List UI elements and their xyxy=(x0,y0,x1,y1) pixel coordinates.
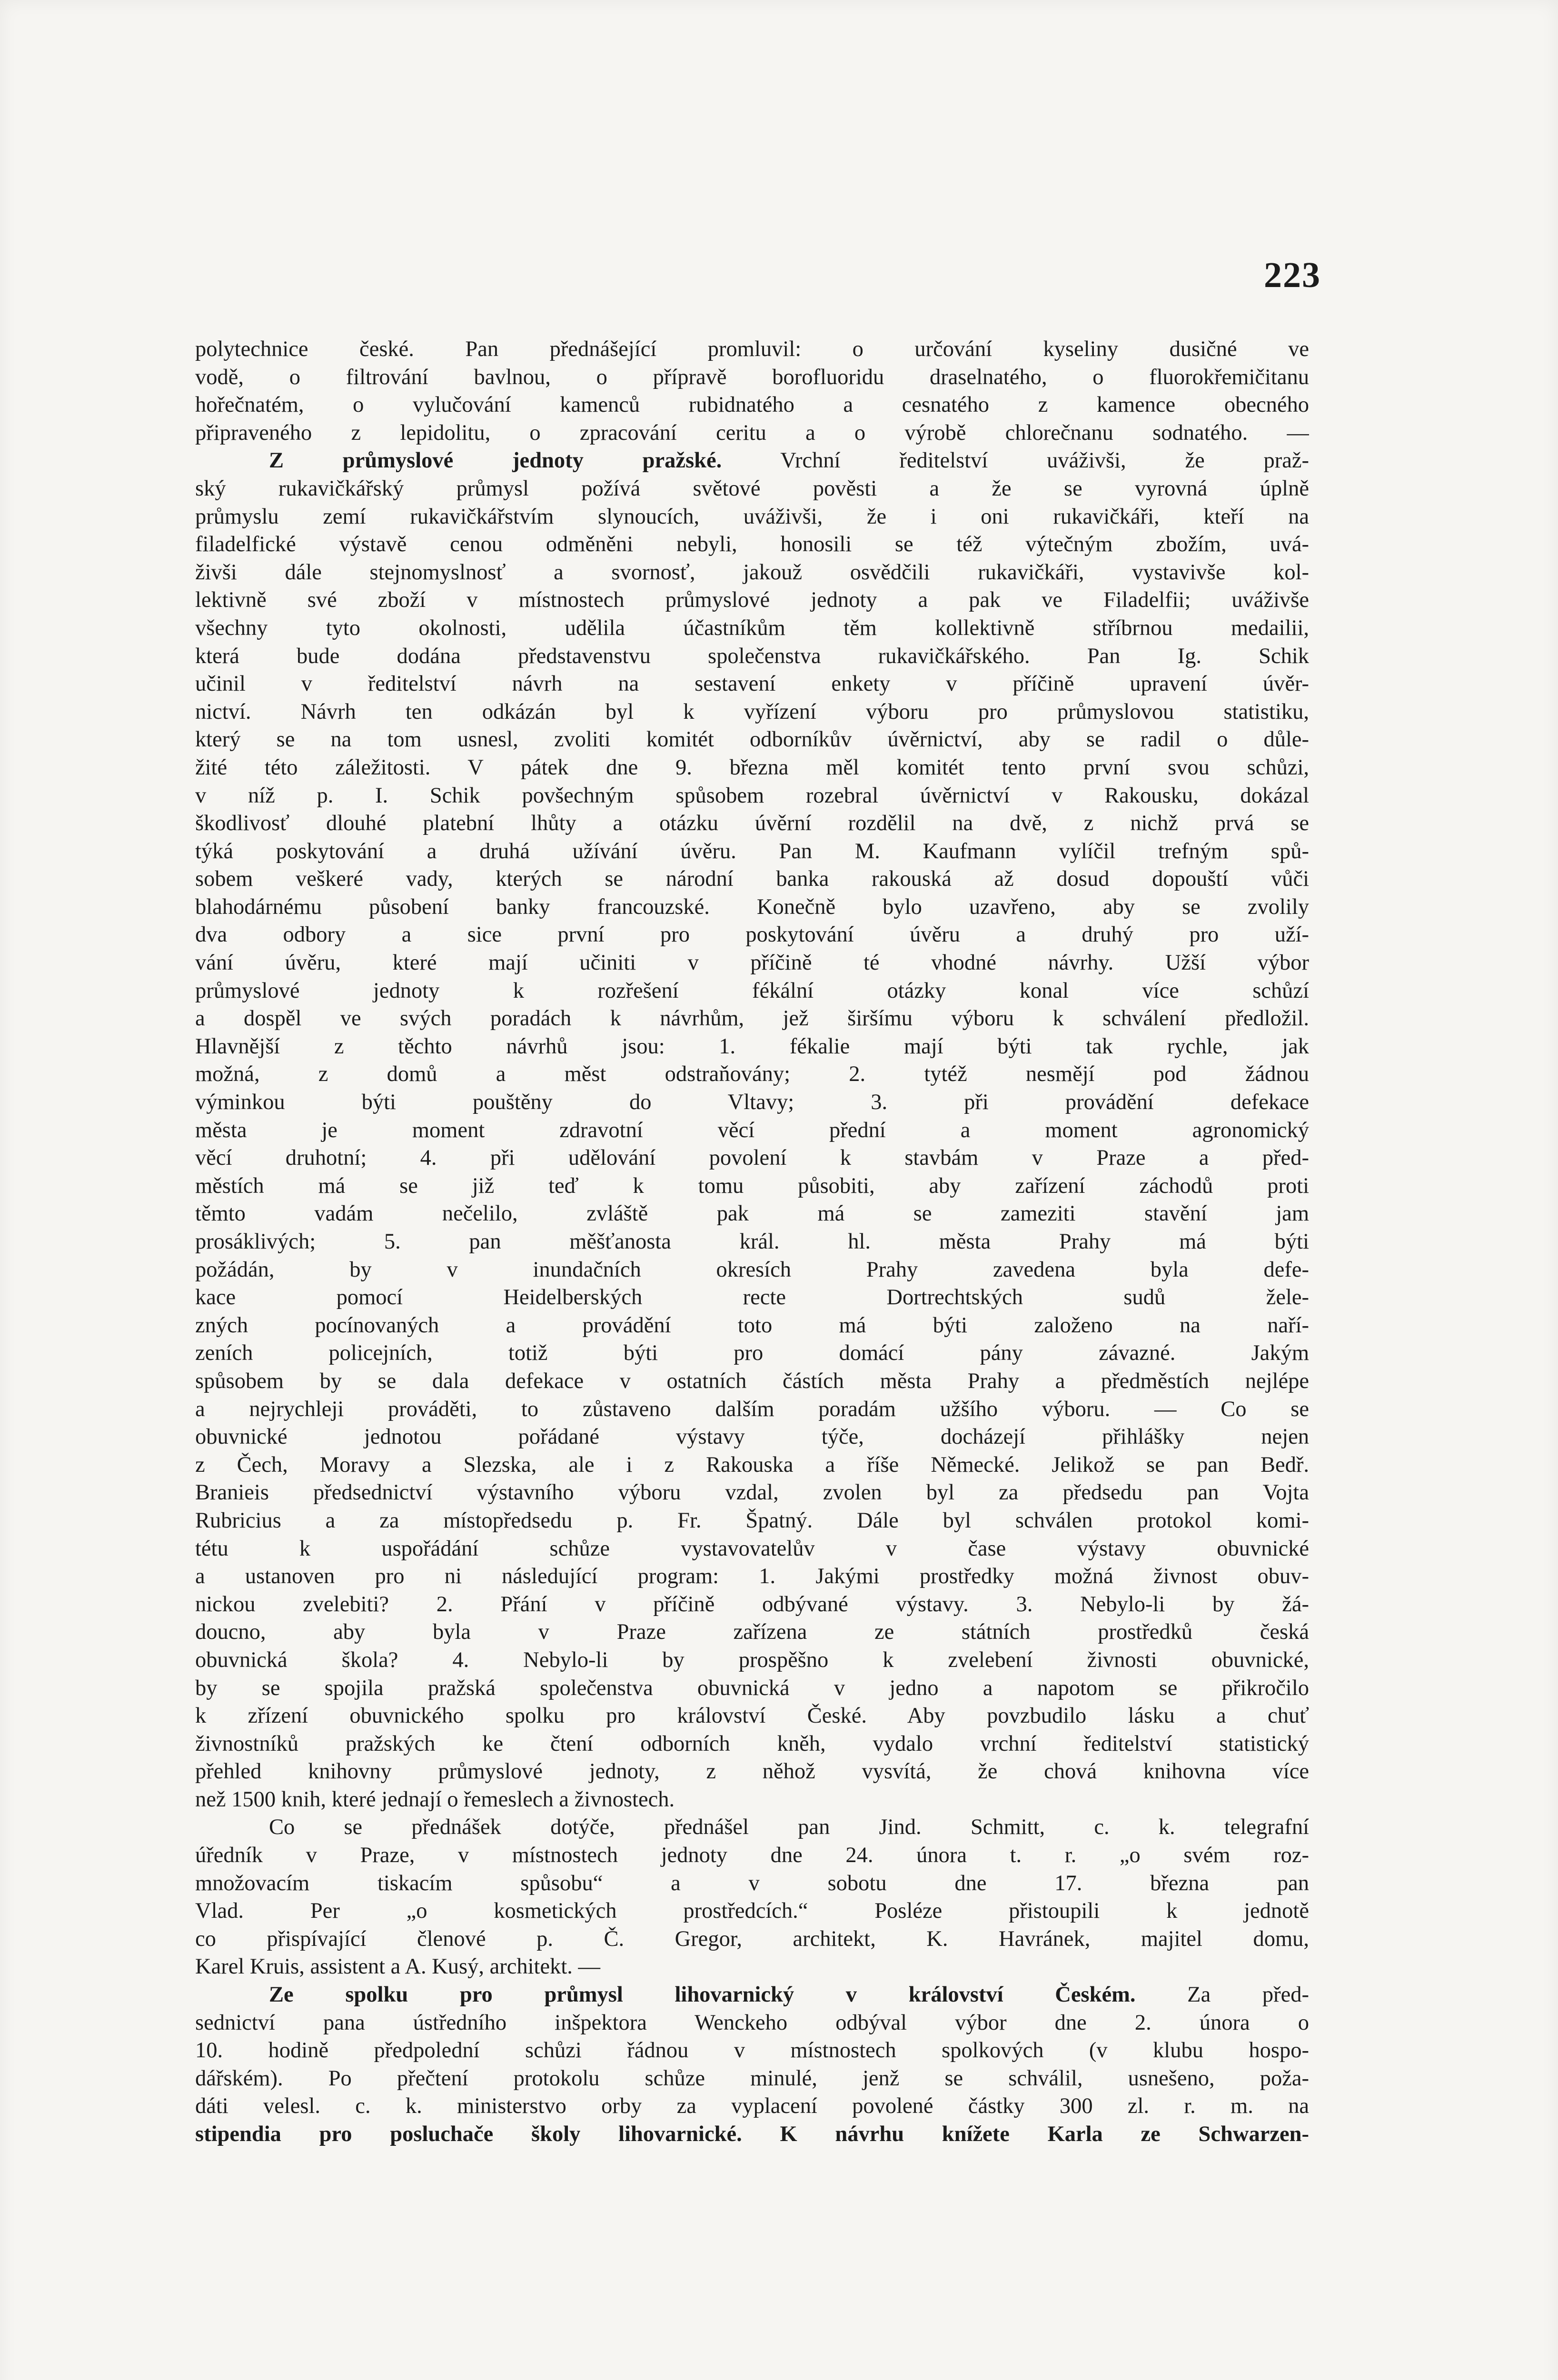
text-line: Ze spolku pro průmysl lihovarnický v království Českém. Za před- xyxy=(269,1983,1309,2007)
text-line: zných pocínovaných a provádění toto má býti založeno na naří- xyxy=(195,1313,1309,1338)
text-line: Branieis předsednictví výstavního výboru vzdal, zvolen byl za předsedu pan Vojta xyxy=(195,1480,1309,1505)
article-body xyxy=(195,336,1309,2149)
text-line: vání úvěru, které mají učiniti v příčině té vhodné návrhy. Užší výbor xyxy=(195,951,1309,975)
text-line: stipendia pro posluchače školy lihovarnické. K návrhu knížete Karla ze Schwarzen- xyxy=(195,2122,1309,2146)
text-line: učinil v ředitelství návrh na sestavení enkety v příčině upravení úvěr- xyxy=(195,672,1309,696)
text-line: v níž p. I. Schik povšechným spůsobem rozebral úvěrnictví v Rakousku, dokázal xyxy=(195,783,1309,808)
text-line: sednictví pana ústředního inšpektora Wenckeho odbýval výbor dne 2. února o xyxy=(195,2010,1309,2035)
text-line: Co se přednášek dotýče, přednášel pan Jind. Schmitt, c. k. telegrafní xyxy=(269,1815,1309,1840)
text-line: městích má se již teď k tomu působiti, aby zařízení záchodů proti xyxy=(195,1173,1309,1198)
text-line: prosáklivých; 5. pan měšťanosta král. hl. města Prahy má býti xyxy=(195,1230,1309,1254)
text-line: lektivně své zboží v místnostech průmyslové jednoty a pak ve Filadelfii; uváživše xyxy=(195,588,1309,613)
text-line: polytechnice české. Pan přednášející promluvil: o určování kyseliny dusičné ve xyxy=(195,337,1309,361)
text-line: 10. hodině předpolední schůzi řádnou v místnostech spolkových (v klubu hospo- xyxy=(195,2038,1309,2063)
text-line: z Čech, Moravy a Slezska, ale i z Rakouska a říše Německé. Jelikož se pan Bedř. xyxy=(195,1452,1309,1477)
text-line: vodě, o filtrování bavlnou, o přípravě borofluoridu draselnatého, o fluorokřemičitanu xyxy=(195,365,1309,389)
text-line: dva odbory a sice první pro poskytování úvěru a druhý pro uží- xyxy=(195,922,1309,947)
text-line: nictví. Návrh ten odkázán byl k vyřízení výboru pro průmyslovou statistiku, xyxy=(195,699,1309,724)
text-line: nickou zvelebiti? 2. Přání v příčině odbývané výstavy. 3. Nebylo-li by žá- xyxy=(195,1592,1309,1616)
text-line: živnostníků pražských ke čtení odborních kněh, vydalo vrchní ředitelství statistický xyxy=(195,1731,1309,1756)
text-line: blahodárnému působení banky francouzské. Konečně bylo uzavřeno, aby se zvolily xyxy=(195,894,1309,919)
text-line: sobem veškeré vady, kterých se národní banka rakouská až dosud dopouští vůči xyxy=(195,867,1309,892)
text-line: požádán, by v inundačních okresích Prahy zavedena byla defe- xyxy=(195,1257,1309,1282)
text-line: obuvnická škola? 4. Nebylo-li by prospěšno k zvelebení živnosti obuvnické, xyxy=(195,1647,1309,1672)
text-line: která bude dodána představenstvu společenstva rukavičkářského. Pan Ig. Schik xyxy=(195,644,1309,668)
text-line: kace pomocí Heidelberských recte Dortrechtských sudů žele- xyxy=(195,1285,1309,1310)
text-line: Vlad. Per „o kosmetických prostředcích.“ Posléze přistoupili k jednotě xyxy=(195,1899,1309,1924)
text-line: než 1500 knih, které jednají o řemeslech a živnostech. xyxy=(195,1787,675,1812)
text-line: ský rukavičkářský průmysl požívá světové pověsti a že se vyrovná úplně xyxy=(195,476,1309,501)
text-line: Hlavnější z těchto návrhů jsou: 1. fékalie mají býti tak rychle, jak xyxy=(195,1034,1309,1059)
section-heading: Ze spolku pro průmysl lihovarnický v království Českém. xyxy=(269,1983,1136,2007)
text-line: města je moment zdravotní věcí přední a moment agronomický xyxy=(195,1118,1309,1142)
text-line: k zřízení obuvnického spolku pro království České. Aby povzbudilo lásku a chuť xyxy=(195,1704,1309,1728)
text-line: úředník v Praze, v místnostech jednoty dne 24. února t. r. „o svém roz- xyxy=(195,1843,1309,1868)
text-line: dáti velesl. c. k. ministerstvo orby za vyplacení povolené částky 300 zl. r. m. na xyxy=(195,2094,1309,2119)
text-line: spůsobem by se dala defekace v ostatních částích města Prahy a předměstích nejlépe xyxy=(195,1368,1309,1393)
text-line: výminkou býti pouštěny do Vltavy; 3. při provádění defekace xyxy=(195,1090,1309,1115)
text-line: průmyslu zemí rukavičkářstvím slynoucích, uváživši, že i oni rukavičkáři, kteří na xyxy=(195,504,1309,529)
text-line: těmto vadám nečelilo, zvláště pak má se zameziti stavění jam xyxy=(195,1201,1309,1226)
text-line: průmyslové jednoty k rozřešení fékální otázky konal více schůzí xyxy=(195,978,1309,1003)
text-line: by se spojila pražská společenstva obuvnická v jedno a napotom se přikročilo xyxy=(195,1676,1309,1700)
text-line: Z průmyslové jednoty pražské. Vrchní ředitelství uváživši, že praž- xyxy=(269,448,1309,473)
text-line: obuvnické jednotou pořádané výstavy týče, docházejí přihlášky nejen xyxy=(195,1425,1309,1449)
text-line: zeních policejních, totiž býti pro domácí pány závazné. Jakým xyxy=(195,1341,1309,1366)
text-line: a ustanoven pro ni následující program: 1. Jakými prostředky možná živnost obuv- xyxy=(195,1564,1309,1589)
text-line: tétu k uspořádání schůze vystavovatelův v čase výstavy obuvnické xyxy=(195,1536,1309,1561)
text-line: filadelfické výstavě cenou odměněni nebyli, honosili se též výtečným zbožím, uvá- xyxy=(195,532,1309,557)
text-line: připraveného z lepidolitu, o zpracování ceritu a o výrobě chlorečnanu sodnatého. — xyxy=(195,420,1309,445)
text-line: přehled knihovny průmyslové jednoty, z něhož vysvítá, že chová knihovna více xyxy=(195,1759,1309,1784)
text-line: dářském). Po přečtení protokolu schůze minulé, jenž se schválil, usnešeno, poža- xyxy=(195,2066,1309,2091)
text-line: žité této záležitosti. V pátek dne 9. března měl komitét tento první svou schůzi, xyxy=(195,755,1309,780)
section-heading: Z průmyslové jednoty pražské. xyxy=(269,448,722,473)
text-line: škodlivosť dlouhé platební lhůty a otázku úvěrní rozdělil na dvě, z nichž prvá se xyxy=(195,811,1309,836)
text-line: živši dále stejnomyslnosť a svornosť, jakouž osvědčili rukavičkáři, vystavivše kol- xyxy=(195,560,1309,585)
text-line: možná, z domů a měst odstraňovány; 2. tytéž nesmějí pod žádnou xyxy=(195,1062,1309,1087)
text-line: množovacím tiskacím spůsobu“ a v sobotu dne 17. března pan xyxy=(195,1871,1309,1895)
text-line: věcí druhotní; 4. při udělování povolení k stavbám v Praze a před- xyxy=(195,1146,1309,1170)
text-line: který se na tom usnesl, zvoliti komitét odborníkův úvěrnictví, aby se radil o důle- xyxy=(195,727,1309,752)
text-line: Rubricius a za místopředsedu p. Fr. Špatný. Dále byl schválen protokol komi- xyxy=(195,1508,1309,1533)
text-line: všechny tyto okolnosti, udělila účastníkům těm kollektivně stříbrnou medailii, xyxy=(195,615,1309,640)
page-number: 223 xyxy=(1264,255,1321,295)
text-line: a dospěl ve svých poradách k návrhům, jež širšímu výboru k schválení předložil. xyxy=(195,1006,1309,1031)
text-line: a nejrychleji prováděti, to zůstaveno dalším poradám užšího výboru. — Co se xyxy=(195,1397,1309,1421)
text-line: doucno, aby byla v Praze zařízena ze státních prostředků česká xyxy=(195,1620,1309,1645)
text-line: co přispívající členové p. Č. Gregor, architekt, K. Havránek, majitel domu, xyxy=(195,1926,1309,1951)
text-line: Karel Kruis, assistent a A. Kusý, architekt. — xyxy=(195,1954,601,1979)
text-line: hořečnatém, o vylučování kamenců rubidnatého a cesnatého z kamence obecného xyxy=(195,393,1309,417)
text-line: týká poskytování a druhá užívání úvěru. Pan M. Kaufmann vylíčil trefným spů- xyxy=(195,839,1309,863)
